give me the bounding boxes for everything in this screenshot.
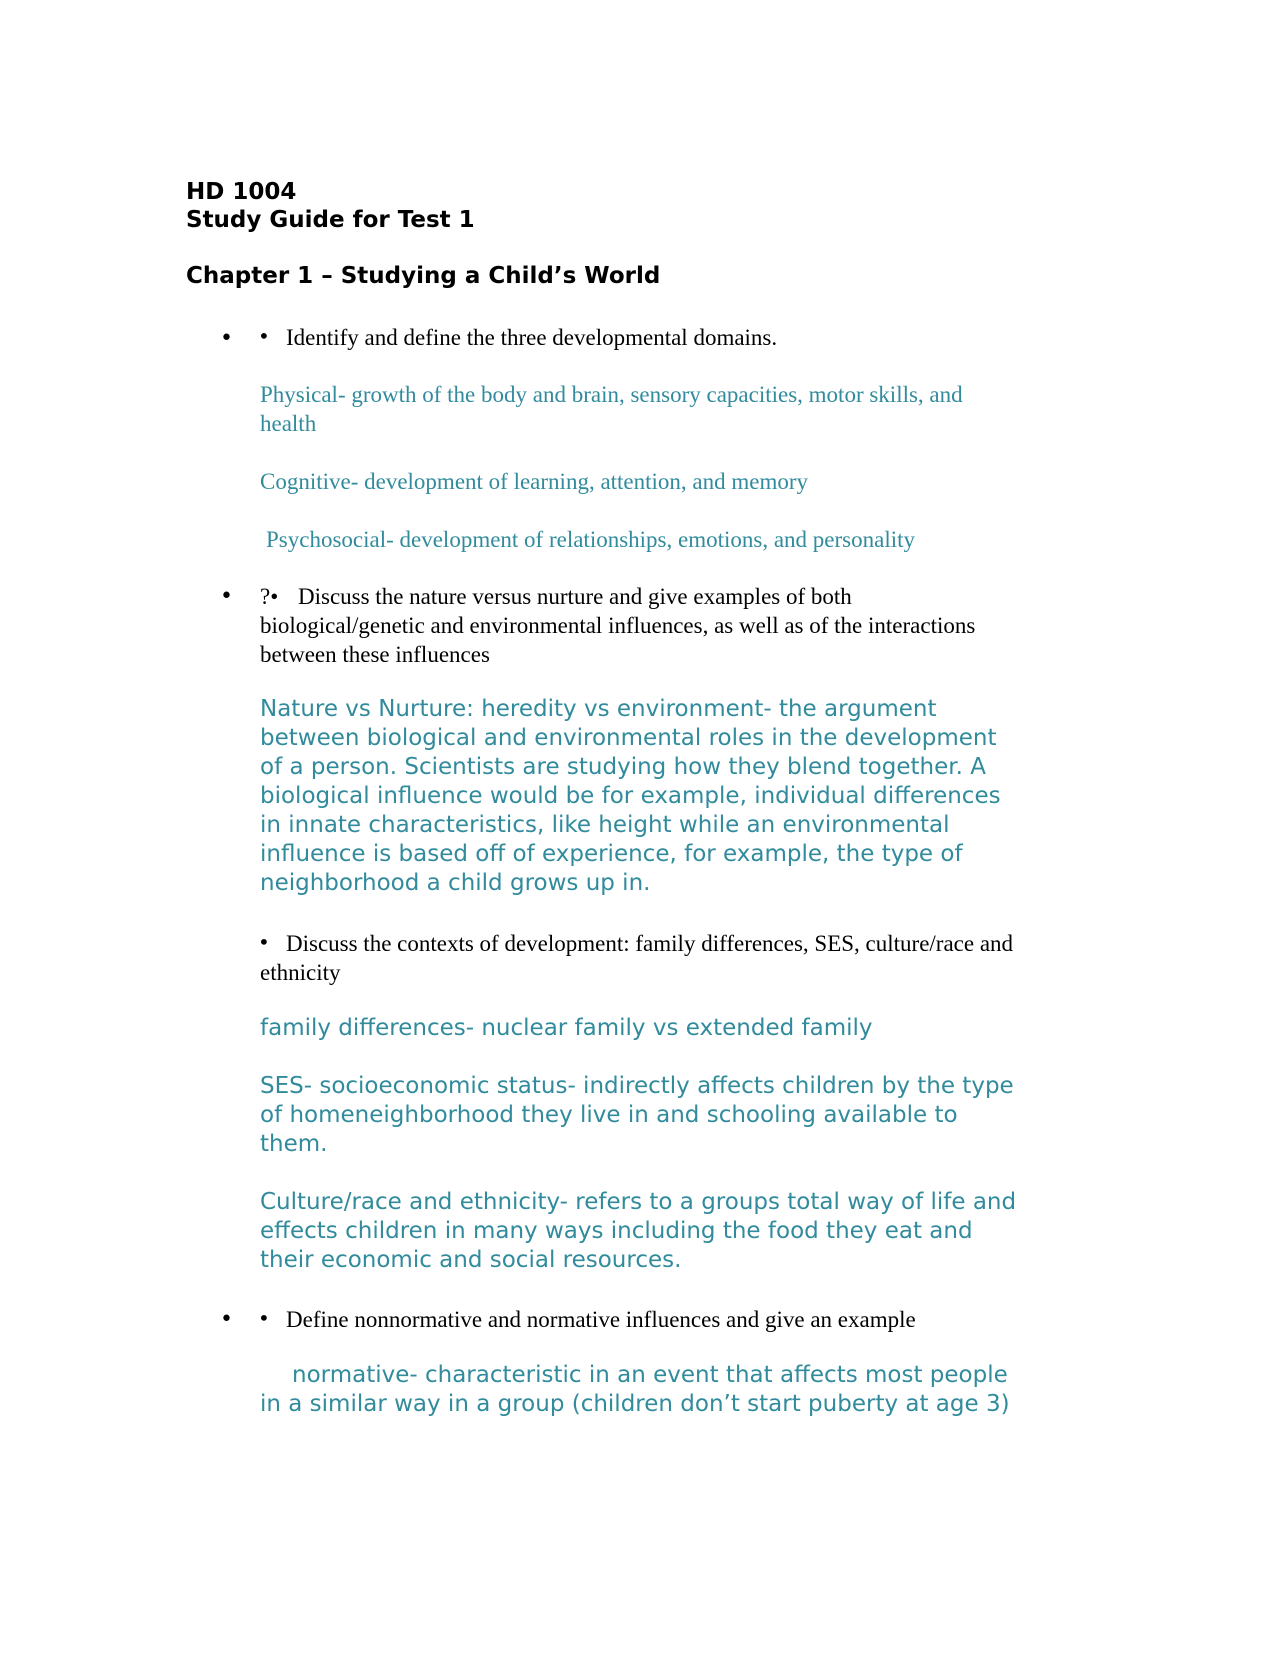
answer-nature-line2: between biological and environmental roles in the development <box>260 725 997 751</box>
answer-nature-line6: influence is based off of experience, for example, the type of <box>260 841 963 867</box>
list-bullet: • <box>220 584 233 609</box>
chapter-heading: Chapter 1 – Studying a Child’s World <box>186 263 661 289</box>
answer-culture-line3: their economic and social resources. <box>260 1247 682 1273</box>
answer-psychosocial: Psychosocial- development of relationships, emotions, and personality <box>266 527 915 552</box>
answer-culture-line1: Culture/race and ethnicity- refers to a groups total way of life and <box>260 1189 1017 1215</box>
answer-culture-line2: effects children in many ways including the food they eat and <box>260 1218 973 1244</box>
question-domains: Identify and define the three developmental domains. <box>286 325 778 350</box>
answer-nature-line4: biological influence would be for example, individual differences <box>260 783 1001 809</box>
question-nature-line2: biological/genetic and environmental influences, as well as of the interactions <box>260 613 976 638</box>
answer-ses-line3: them. <box>260 1131 328 1157</box>
answer-nature-line1: Nature vs Nurture: heredity vs environment- the argument <box>260 696 937 722</box>
answer-nature-line3: of a person. Scientists are studying how they blend together. A <box>260 754 986 780</box>
answer-cognitive: Cognitive- development of learning, attention, and memory <box>260 469 809 494</box>
list-bullet: • <box>220 326 233 351</box>
question-prefix-glyph: ?• <box>260 584 279 609</box>
answer-nature-line7: neighborhood a child grows up in. <box>260 870 651 896</box>
question-contexts-line1: Discuss the contexts of development: family differences, SES, culture/race and <box>286 931 1014 956</box>
answer-physical: Physical- growth of the body and brain, sensory capacities, motor skills, and <box>260 382 963 407</box>
document-title: Study Guide for Test 1 <box>186 207 475 233</box>
list-bullet: • <box>220 1307 233 1332</box>
question-nature-line3: between these influences <box>260 642 490 667</box>
question-contexts-line2: ethnicity <box>260 960 341 985</box>
inline-bullet: • <box>258 930 270 954</box>
answer-ses-line1: SES- socioeconomic status- indirectly affects children by the type <box>260 1073 1014 1099</box>
question-nature-line1: Discuss the nature versus nurture and give examples of both <box>298 584 852 609</box>
answer-family: family differences- nuclear family vs extended family <box>260 1015 873 1041</box>
course-code: HD 1004 <box>186 179 297 205</box>
answer-nature-line5: in innate characteristics, like height while an environmental <box>260 812 950 838</box>
answer-ses-line2: of homeneighborhood they live in and schooling available to <box>260 1102 958 1128</box>
question-normative: Define nonnormative and normative influences and give an example <box>286 1307 916 1332</box>
answer-normative-line1: normative- characteristic in an event that affects most people <box>292 1362 1008 1388</box>
answer-normative-line2: in a similar way in a group (children don’t start puberty at age 3) <box>260 1391 1010 1417</box>
inline-bullet: • <box>258 1306 270 1330</box>
answer-physical-cont: health <box>260 411 317 436</box>
inline-bullet: • <box>258 324 270 348</box>
